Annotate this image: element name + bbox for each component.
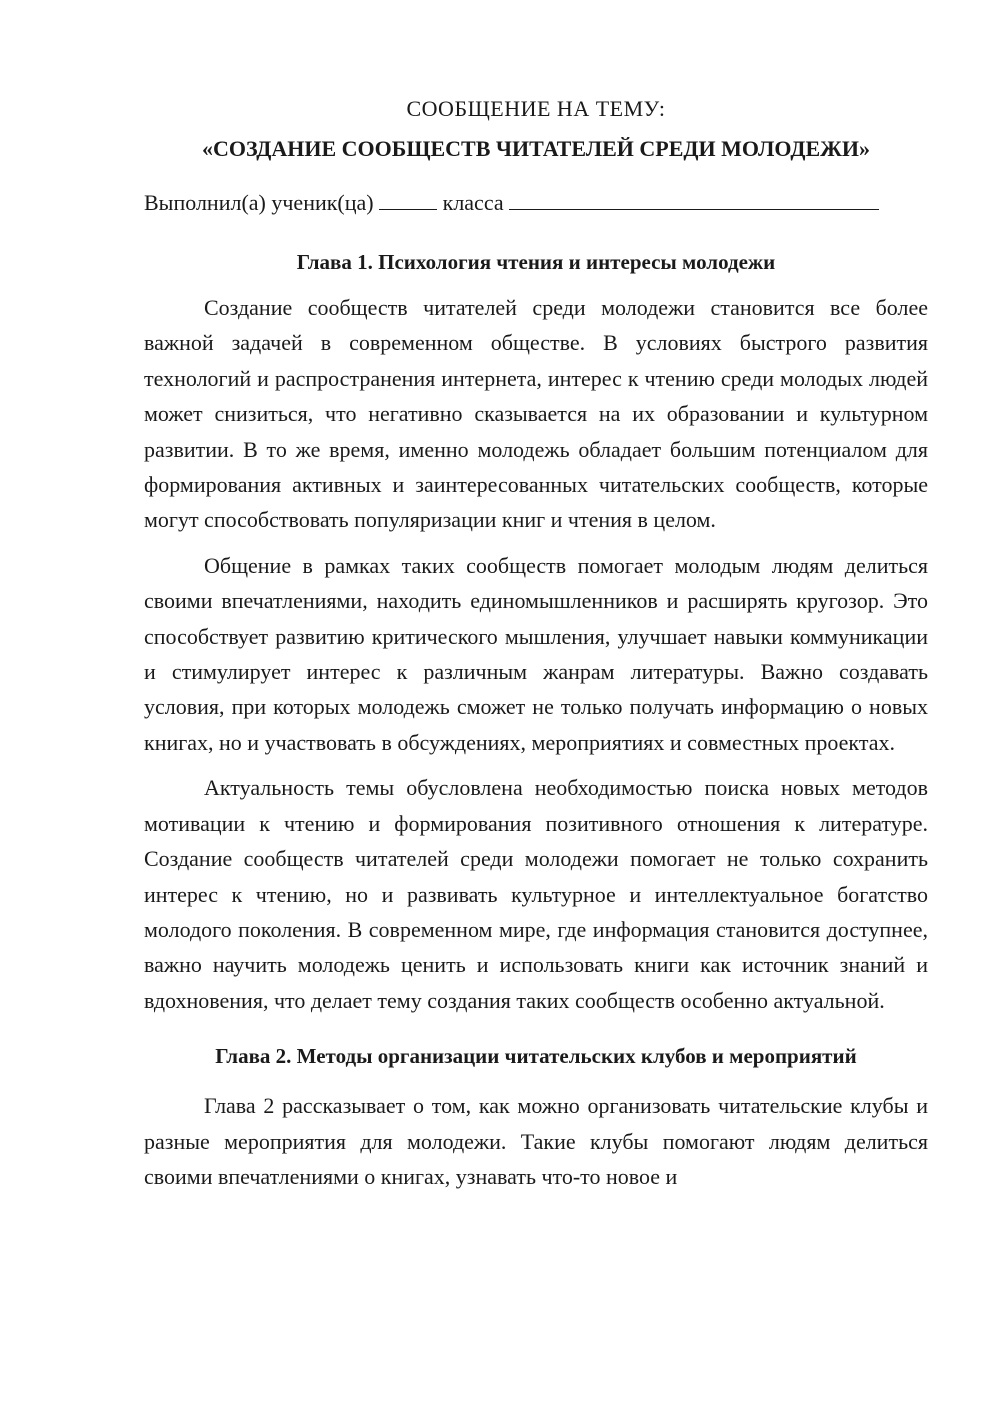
class-number-blank	[379, 187, 437, 210]
performer-class-label: класса	[442, 190, 504, 215]
performer-prefix: Выполнил(а) ученик(ца)	[144, 190, 374, 215]
chapter-1-paragraph-1: Создание сообществ читателей среди молодежи становится все более важной задачей в современном обществе. В условиях быстрого развития технологий и распространения интернета, интерес к чтению среди молодых людей может снизиться, что негативно сказывается на их образовании и культурном развитии. В то же время, именно молодежь обладает большим потенциалом для формирования активных и заинтересованных читательских сообществ, которые могут способствовать популяризации книг и чтения в целом.	[144, 295, 928, 533]
chapter-1-paragraph-2: Общение в рамках таких сообществ помогает молодым людям делиться своими впечатлениями, находить единомышленников и расширять кругозор. Это способствует развитию критического мышления, улучшает навыки коммуникации и стимулирует интерес к различным жанрам литературы. Важно создавать условия, при которых молодежь сможет не только получать информацию о новых книгах, но и участвовать в обсуждениях, мероприятиях и совместных проектах.	[144, 552, 928, 755]
chapter-1-title: Глава 1. Психология чтения и интересы молодежи	[296, 250, 776, 274]
student-name-blank	[509, 187, 879, 210]
chapter-2-title: Глава 2. Методы организации читательских клубов и мероприятий	[215, 1044, 857, 1069]
chapter-2-paragraph-1: Глава 2 рассказывает о том, как можно организовать читательские клубы и разные мероприятия для молодежи. Такие клубы помогают людям делиться своими впечатлениями о книгах, узнавать что-то новое и	[144, 1093, 928, 1189]
performer-line	[144, 186, 928, 220]
report-type-heading: СООБЩЕНИЕ НА ТЕМУ:	[406, 96, 666, 121]
chapter-1-paragraph-3: Актуальность темы обусловлена необходимостью поиска новых методов мотивации к чтению и формирования позитивного отношения к литературе. Создание сообществ читателей среди молодежи помогает не только сохранить интерес к чтению, но и развивать культурное и интеллектуальное богатство молодого поколения. В современном мире, где информация становится доступнее, важно научить молодежь ценить и использовать книги как источник знаний и вдохновения, что делает тему создания таких сообществ особенно актуальной.	[144, 775, 928, 1013]
document-page	[144, 92, 928, 1204]
report-title: «СОЗДАНИЕ СООБЩЕСТВ ЧИТАТЕЛЕЙ СРЕДИ МОЛОДЕЖИ»	[201, 136, 871, 161]
